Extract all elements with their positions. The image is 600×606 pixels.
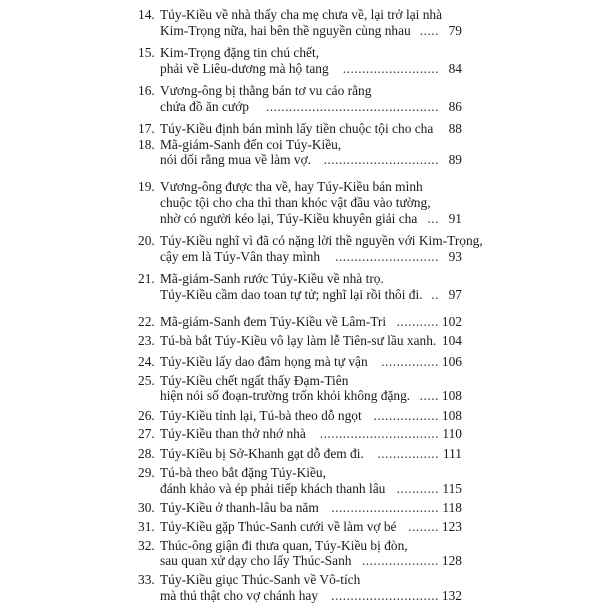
toc-entry-text: hiện nói số đoạn-trường trốn khỏi không đặng. (160, 388, 411, 403)
toc-entry-number: 32. (138, 538, 155, 553)
toc-entry-line (0, 209, 600, 229)
toc-entry-text: Tú-bà bắt Túy-Kiều vô lạy làm lễ Tiên-sư lầu xanh. (160, 333, 437, 348)
toc-entry-number: 22. (138, 314, 155, 329)
toc-entry-page: 79 (448, 23, 462, 38)
toc-entry-page: 111 (442, 446, 462, 461)
toc-entry-line (0, 59, 600, 79)
toc-entry-number: 15. (138, 45, 155, 60)
leader-dots: ........... (396, 314, 439, 329)
toc-entry-text: Vương-ông bị thằng bán tơ vu cáo rằng (160, 83, 372, 98)
toc-entry-text: mà thú thật cho vợ chánh hay (160, 588, 319, 603)
leader-dots: ......................... (342, 61, 439, 76)
toc-entry-leader (320, 424, 462, 444)
leader-dots: ..... (419, 388, 439, 403)
toc-entry-page: 89 (448, 152, 462, 167)
leader-dots: ............................................. (265, 99, 439, 114)
toc-entry-text: Mã-giám-Sanh đem Túy-Kiều về Lâm-Tri (160, 314, 387, 329)
toc-entry-line (0, 479, 600, 499)
toc-entry-leader (427, 209, 462, 229)
toc-entry-line (0, 150, 600, 170)
toc-entry-text: Mã-giám-Sanh rước Túy-Kiều về nhà trọ. (160, 271, 384, 286)
toc-entry-page: 108 (441, 388, 462, 403)
toc-entry-line (0, 312, 600, 332)
toc-entry-leader (431, 285, 462, 305)
toc-entry-line (0, 386, 600, 406)
toc-entry-number: 25. (138, 373, 155, 388)
leader-dots: ..... (419, 23, 439, 38)
toc-entry-leader (397, 312, 462, 332)
leader-dots: ............................... (319, 426, 439, 441)
toc-entry-page: 108 (441, 408, 462, 423)
toc-entry-text: đánh khảo và ép phải tiếp khách thanh lâu (160, 481, 386, 496)
toc-entry-page: 132 (441, 588, 462, 603)
toc-entry-page: 91 (448, 211, 462, 226)
toc-entry-text: Kim-Trọng nữa, hai bên thề nguyền cùng nhau (160, 23, 411, 38)
toc-entry-number: 33. (138, 572, 155, 587)
toc-entry-leader (335, 247, 462, 267)
toc-entry-line (0, 406, 600, 426)
toc-entry-page: 88 (448, 121, 462, 136)
toc-entry-number: 27. (138, 426, 155, 441)
toc-entry-leader (324, 150, 462, 170)
toc-entry-leader (420, 21, 462, 41)
leader-dots: ................ (377, 446, 439, 461)
toc-entry-text: Kim-Trọng đặng tin chú chết, (160, 45, 320, 60)
toc-entry-text: sau quan xử dạy cho lấy Thúc-Sanh (160, 553, 352, 568)
toc-entry-number: 16. (138, 83, 155, 98)
toc-entry-text: nói dối rằng mua về làm vợ. (160, 152, 311, 167)
toc-entry-page: 123 (441, 519, 462, 534)
leader-dots: ................. (373, 408, 439, 423)
toc-entry-number: 23. (138, 333, 155, 348)
leader-dots: ............................ (331, 500, 439, 515)
leader-dots: ............... (381, 354, 439, 369)
toc-entry-leader (408, 517, 462, 537)
toc-entry-leader (420, 386, 462, 406)
toc-entry-page: 104 (441, 333, 462, 348)
toc-entry-line (0, 97, 600, 117)
toc-entry-page: 115 (442, 481, 462, 496)
toc-entry-page: 128 (441, 553, 462, 568)
toc-entry-leader (439, 331, 462, 351)
toc-entry-leader (397, 479, 462, 499)
toc-entry-text: Túy-Kiều tỉnh lại, Tú-bà theo dỗ ngọt (160, 408, 362, 423)
toc-entry-line (0, 352, 600, 372)
toc-entry-text: nhờ có người kéo lại, Túy-Kiều khuyên giải cha (160, 211, 418, 226)
toc-entry-text: Túy-Kiều nghĩ vì đã có nặng lời thề nguyền với Kim-Trọng, (160, 233, 483, 248)
toc-entry-leader (331, 498, 462, 518)
leader-dots: .. (431, 287, 439, 302)
toc-entry-line (0, 247, 600, 267)
toc-entry-page: 93 (448, 249, 462, 264)
leader-dots: ... (427, 211, 439, 226)
toc-entry-line (0, 285, 600, 305)
toc-entry-page: 97 (448, 287, 462, 302)
toc-entry-number: 14. (138, 7, 155, 22)
toc-entry-number: 29. (138, 465, 155, 480)
toc-entry-leader (362, 551, 462, 571)
toc-entry-number: 31. (138, 519, 155, 534)
toc-entry-number: 26. (138, 408, 155, 423)
toc-entry-number: 24. (138, 354, 155, 369)
toc-entry-leader (331, 586, 462, 606)
toc-entry-number: 18. (138, 137, 155, 152)
toc-entry-page: 106 (441, 354, 462, 369)
toc-entry-text: Túy-Kiều cầm dao toan tự tử; nghĩ lại rồi thôi đi. (160, 287, 423, 302)
toc-entry-text: Túy-Kiều chết ngất thấy Đạm-Tiên (160, 373, 349, 388)
toc-entry-text: chuộc tội cho cha thì than khóc vật đầu vào tường, (160, 195, 431, 210)
leader-dots: ............................ (331, 588, 439, 603)
leader-dots: .............................. (323, 152, 439, 167)
toc-entry-text: Túy-Kiều bị Sở-Khanh gạt dỗ đem đi. (160, 446, 364, 461)
toc-entry-number: 28. (138, 446, 155, 461)
toc-entry-text: Thúc-ông giận đi thưa quan, Túy-Kiều bị đòn, (160, 538, 408, 553)
leader-dots: ........................... (335, 249, 439, 264)
toc-entry-leader (373, 406, 462, 426)
toc-entry-text: Túy-Kiều lấy dao đâm họng mà tự vận (160, 354, 368, 369)
toc-entry-number: 19. (138, 179, 155, 194)
toc-entry-text: Túy-Kiều giục Thúc-Sanh về Vô-tích (160, 572, 361, 587)
toc-entry-line (0, 444, 600, 464)
toc-entry-text: Túy-Kiều định bán mình lấy tiền chuộc tội cho cha (160, 121, 434, 136)
toc-entry-leader (381, 352, 462, 372)
toc-entry-text: Túy-Kiều than thở nhớ nhà (160, 426, 306, 441)
toc-entry-line (0, 551, 600, 571)
toc-entry-number: 21. (138, 271, 155, 286)
leader-dots: ........ (408, 519, 439, 534)
toc-entry-leader (266, 97, 462, 117)
toc-entry-page: 86 (448, 99, 462, 114)
toc-entry-line (0, 517, 600, 537)
toc-entry-page: 84 (448, 61, 462, 76)
toc-entry-line (0, 424, 600, 444)
toc-entry-leader (377, 444, 462, 464)
toc-entry-line (0, 21, 600, 41)
toc-entry-line (0, 498, 600, 518)
toc-entry-line (0, 331, 600, 351)
toc-entry-line (0, 586, 600, 606)
toc-entry-number: 30. (138, 500, 155, 515)
toc-entry-text: cậy em là Túy-Vân thay mình (160, 249, 321, 264)
toc-entry-text: Túy-Kiều ở thanh-lâu ba năm (160, 500, 319, 515)
toc-entry-text: Túy-Kiều gặp Thúc-Sanh cưới về làm vợ bé (160, 519, 397, 534)
toc-entry-page: 102 (441, 314, 462, 329)
toc-entry-page: 118 (442, 500, 462, 515)
leader-dots: ........... (396, 481, 439, 496)
toc-entry-leader (343, 59, 462, 79)
toc-entry-number: 20. (138, 233, 155, 248)
leader-dots: .................... (361, 553, 439, 568)
toc-entry-text: chứa đồ ăn cướp (160, 99, 249, 114)
toc-entry-number: 17. (138, 121, 155, 136)
toc-entry-page: 110 (442, 426, 462, 441)
toc-entry-text: Tú-bà theo bắt đặng Túy-Kiều, (160, 465, 326, 480)
toc-entry-text: phải về Liêu-dương mà hộ tang (160, 61, 329, 76)
toc-entry-text: Vương-ông được tha về, hay Túy-Kiều bán mình (160, 179, 423, 194)
toc-entry-text: Mã-giám-Sanh đến coi Túy-Kiều, (160, 137, 342, 152)
toc-entry-text: Túy-Kiều về nhà thấy cha mẹ chưa về, lại trở lại nhà (160, 7, 443, 22)
